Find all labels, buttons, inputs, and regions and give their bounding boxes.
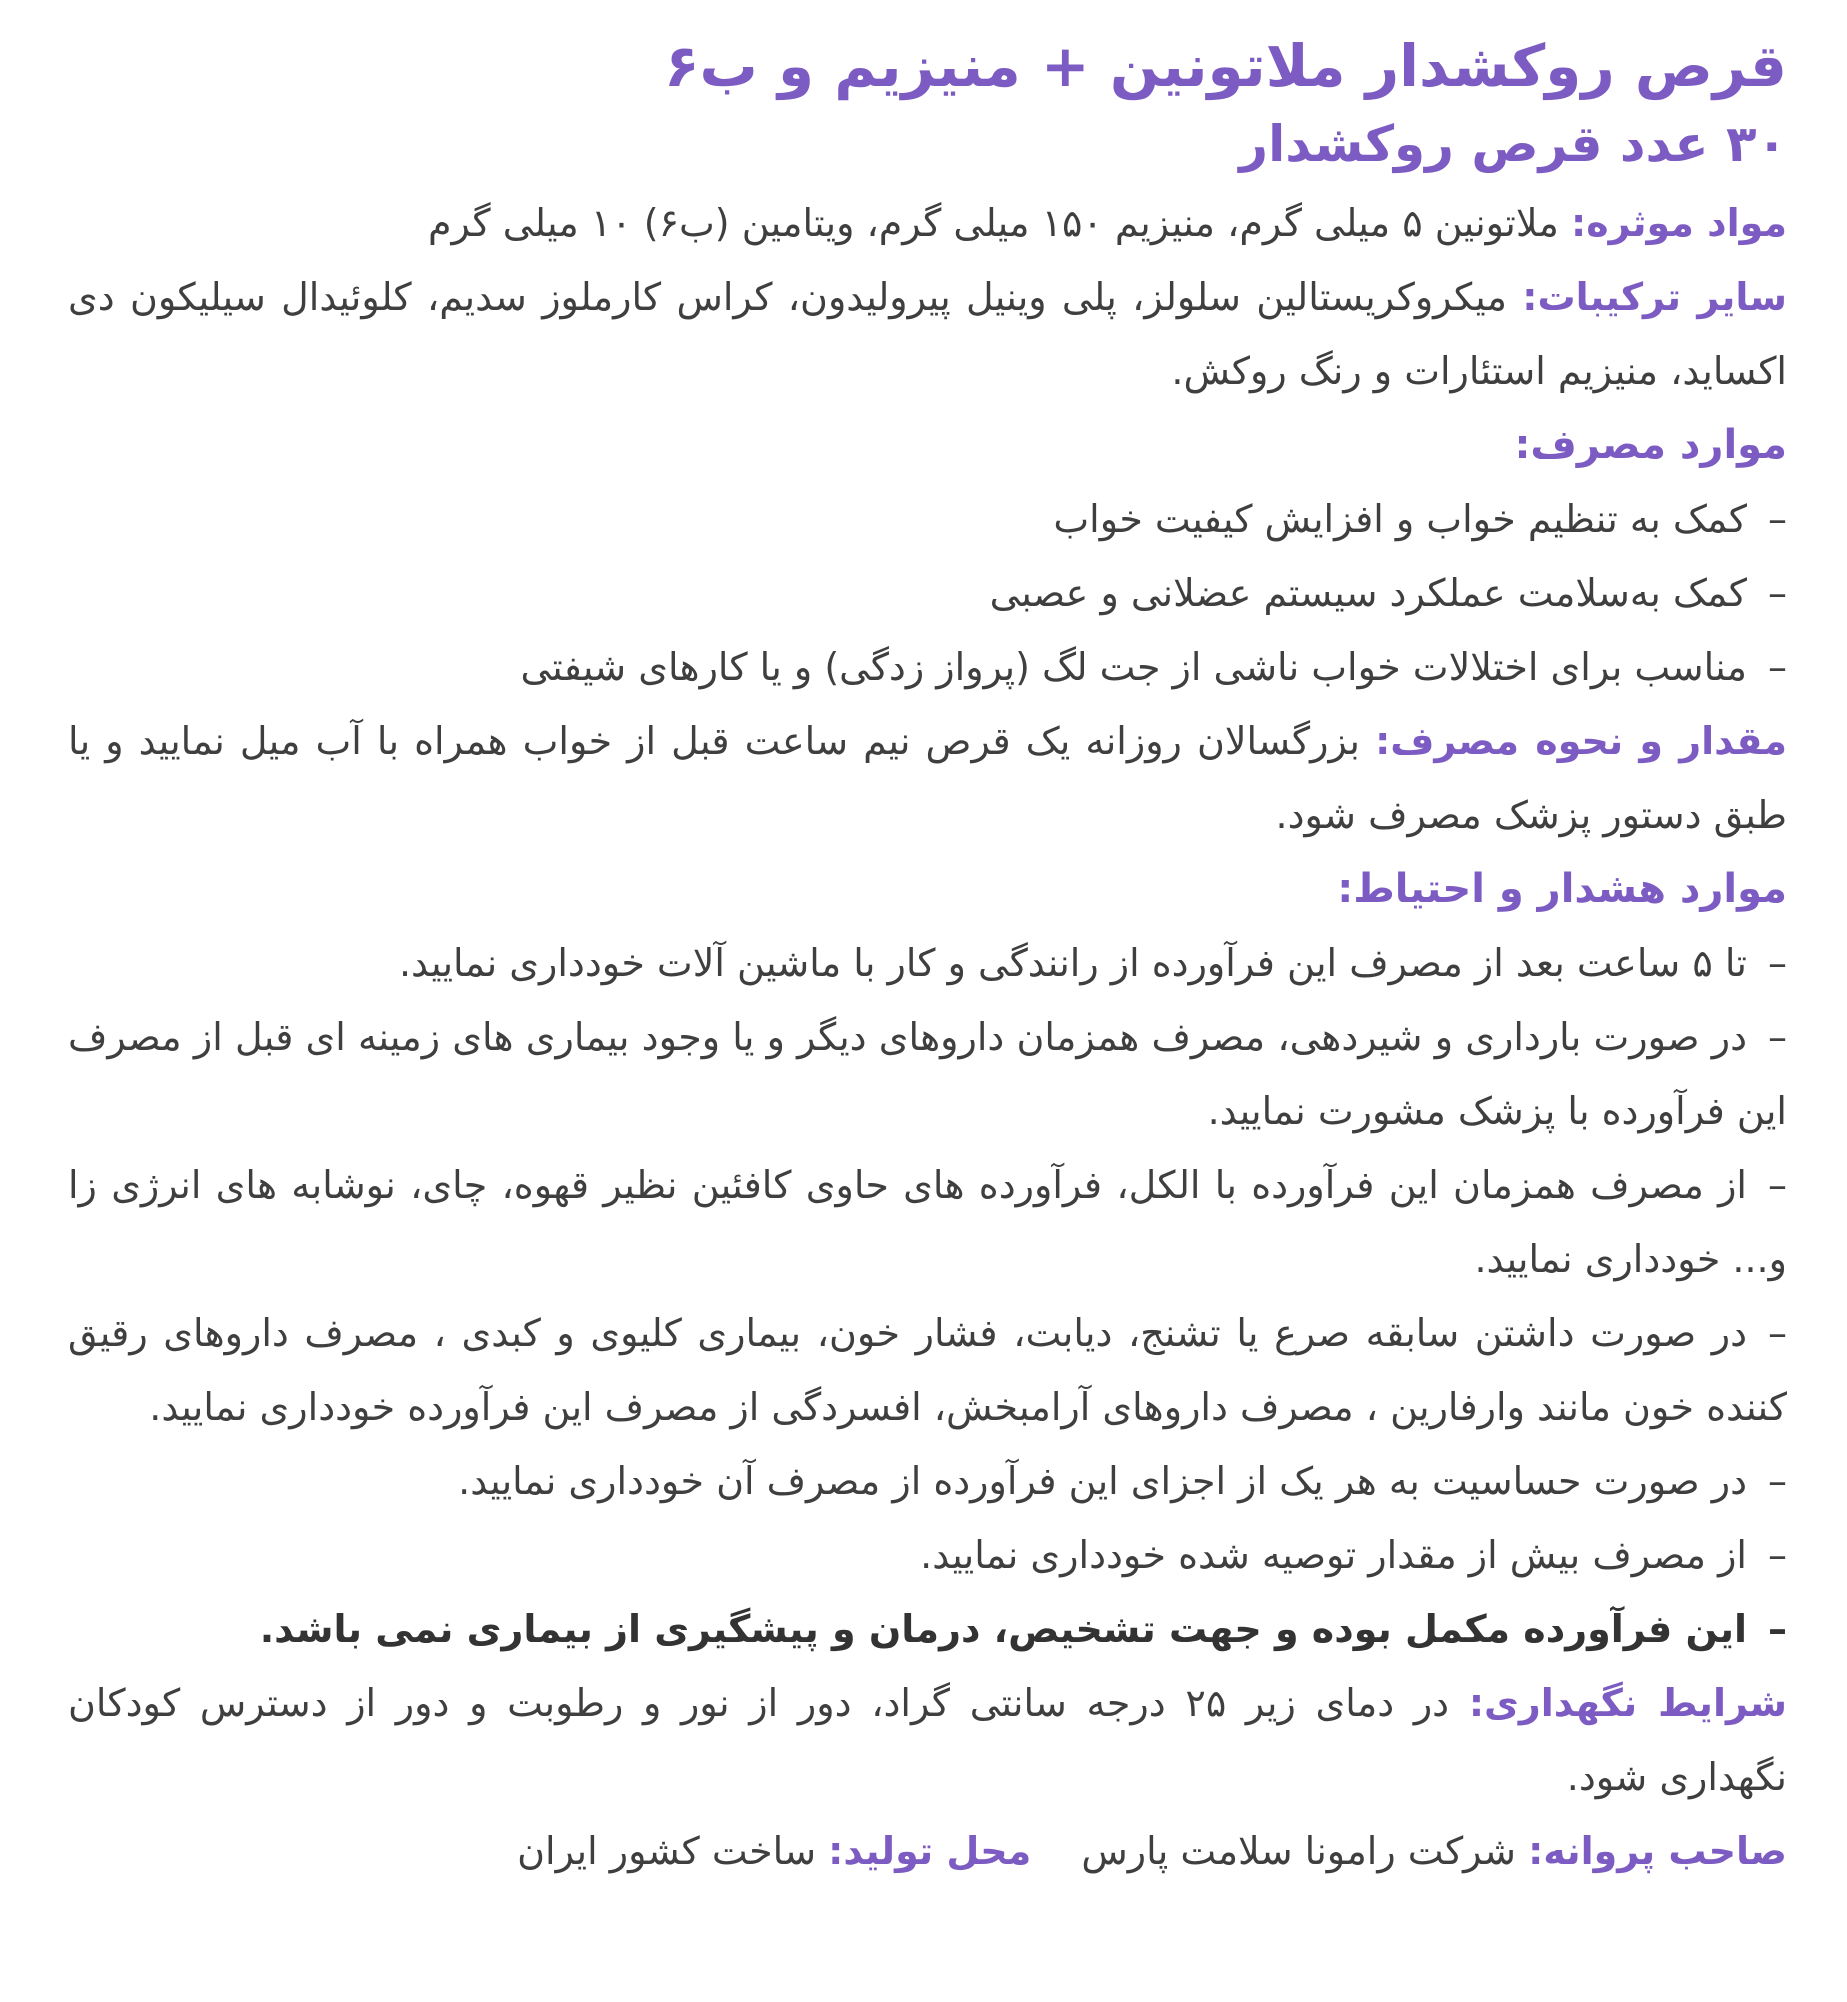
other-ingredients-text: میکروکریستالین سلولز، پلی وینیل پیرولیدون، کراس کارملوز سدیم، کلوئیدال سیلیکون دی اکساید، منیزیم استئارات و رنگ روکش. bbox=[68, 275, 1787, 393]
dosage-text: بزرگسالان روزانه یک قرص نیم ساعت قبل از خواب همراه با آب میل نمایید و یا طبق دستور پزشک مصرف شود. bbox=[68, 719, 1787, 837]
dash: – bbox=[1768, 1015, 1787, 1059]
dash: – bbox=[1768, 1163, 1787, 1207]
uses-item bbox=[68, 482, 1787, 556]
warnings-heading: موارد هشدار و احتیاط: bbox=[1337, 866, 1787, 912]
storage bbox=[68, 1666, 1787, 1814]
warning-item bbox=[68, 1000, 1787, 1148]
uses-item-text: کمک به تنظیم خواب و افزایش کیفیت خواب bbox=[1053, 497, 1747, 541]
dash: – bbox=[1768, 1607, 1787, 1651]
warning-item bbox=[68, 1518, 1787, 1592]
warning-item-text: در صورت حساسیت به هر یک از اجزای این فرآورده از مصرف آن خودداری نمایید. bbox=[458, 1459, 1747, 1503]
warning-item-text: در صورت بارداری و شیردهی، مصرف همزمان داروهای دیگر و یا وجود بیماری های زمینه ای قبل از مصرف این فرآورده با پزشک مشورت نمایید. bbox=[68, 1015, 1787, 1133]
active-ingredients bbox=[68, 186, 1787, 260]
dash: – bbox=[1768, 571, 1787, 615]
supplement-disclaimer-text: این فرآورده مکمل بوده و جهت تشخیص، درمان و پیشگیری از بیماری نمی باشد. bbox=[259, 1607, 1747, 1651]
product-title: قرص روکشدار ملاتونین + منیزیم و ب۶ bbox=[664, 32, 1787, 100]
origin-label: محل تولید: bbox=[828, 1829, 1032, 1873]
uses-item-text: مناسب برای اختلالات خواب ناشی از جت لگ (پرواز زدگی) و یا کارهای شیفتی bbox=[520, 645, 1747, 689]
dosage-label: مقدار و نحوه مصرف: bbox=[1375, 719, 1787, 763]
dash: – bbox=[1768, 497, 1787, 541]
uses-item-text: کمک به‌سلامت عملکرد سیستم عضلانی و عصبی bbox=[989, 571, 1747, 615]
uses-item bbox=[68, 630, 1787, 704]
dosage bbox=[68, 704, 1787, 852]
active-ingredients-text: ملاتونین ۵ میلی گرم، منیزیم ۱۵۰ میلی گرم، ویتامین (ب۶) ۱۰ میلی گرم bbox=[428, 201, 1559, 245]
warning-item-text: در صورت داشتن سابقه صرع یا تشنج، دیابت، فشار خون، بیماری کلیوی و کبدی ، مصرف داروهای رقیق کننده خون مانند وارفارین ، مصرف داروهای آرامبخش، افسردگی از مصرف این فرآورده خودداری نمایید. bbox=[68, 1311, 1787, 1429]
warning-item bbox=[68, 926, 1787, 1000]
storage-text: در دمای زیر ۲۵ درجه سانتی گراد، دور از نور و رطوبت و دور از دسترس کودکان نگهداری شود. bbox=[68, 1681, 1787, 1799]
dash: – bbox=[1768, 645, 1787, 689]
active-ingredients-label: مواد موثره: bbox=[1571, 201, 1787, 245]
warning-item-text: از مصرف بیش از مقدار توصیه شده خودداری نمایید. bbox=[920, 1533, 1747, 1577]
product-subtitle: ۳۰ عدد قرص روکشدار bbox=[1239, 115, 1787, 173]
license-holder-label: صاحب پروانه: bbox=[1528, 1829, 1787, 1873]
uses-heading: موارد مصرف: bbox=[1514, 422, 1787, 468]
other-ingredients bbox=[68, 260, 1787, 408]
storage-label: شرایط نگهداری: bbox=[1468, 1681, 1787, 1725]
dash: – bbox=[1768, 941, 1787, 985]
warning-item bbox=[68, 1296, 1787, 1444]
warning-item bbox=[68, 1444, 1787, 1518]
dash: – bbox=[1768, 1459, 1787, 1503]
dash: – bbox=[1768, 1533, 1787, 1577]
warning-item bbox=[68, 1148, 1787, 1296]
warning-item-text: تا ۵ ساعت بعد از مصرف این فرآورده از رانندگی و کار با ماشین آلات خودداری نمایید. bbox=[398, 941, 1747, 985]
supplement-disclaimer bbox=[68, 1592, 1787, 1666]
other-ingredients-label: سایر ترکیبات: bbox=[1522, 275, 1787, 319]
license-holder-text: شرکت رامونا سلامت پارس bbox=[1081, 1829, 1516, 1873]
dash: – bbox=[1768, 1311, 1787, 1355]
warning-item-text: از مصرف همزمان این فرآورده با الکل، فرآورده های حاوی کافئین نظیر قهوه، چای، نوشابه های انرژی زا و... خودداری نمایید. bbox=[68, 1163, 1787, 1281]
origin-text: ساخت کشور ایران bbox=[517, 1829, 817, 1873]
uses-item bbox=[68, 556, 1787, 630]
manufacturer-line bbox=[68, 1814, 1787, 1888]
